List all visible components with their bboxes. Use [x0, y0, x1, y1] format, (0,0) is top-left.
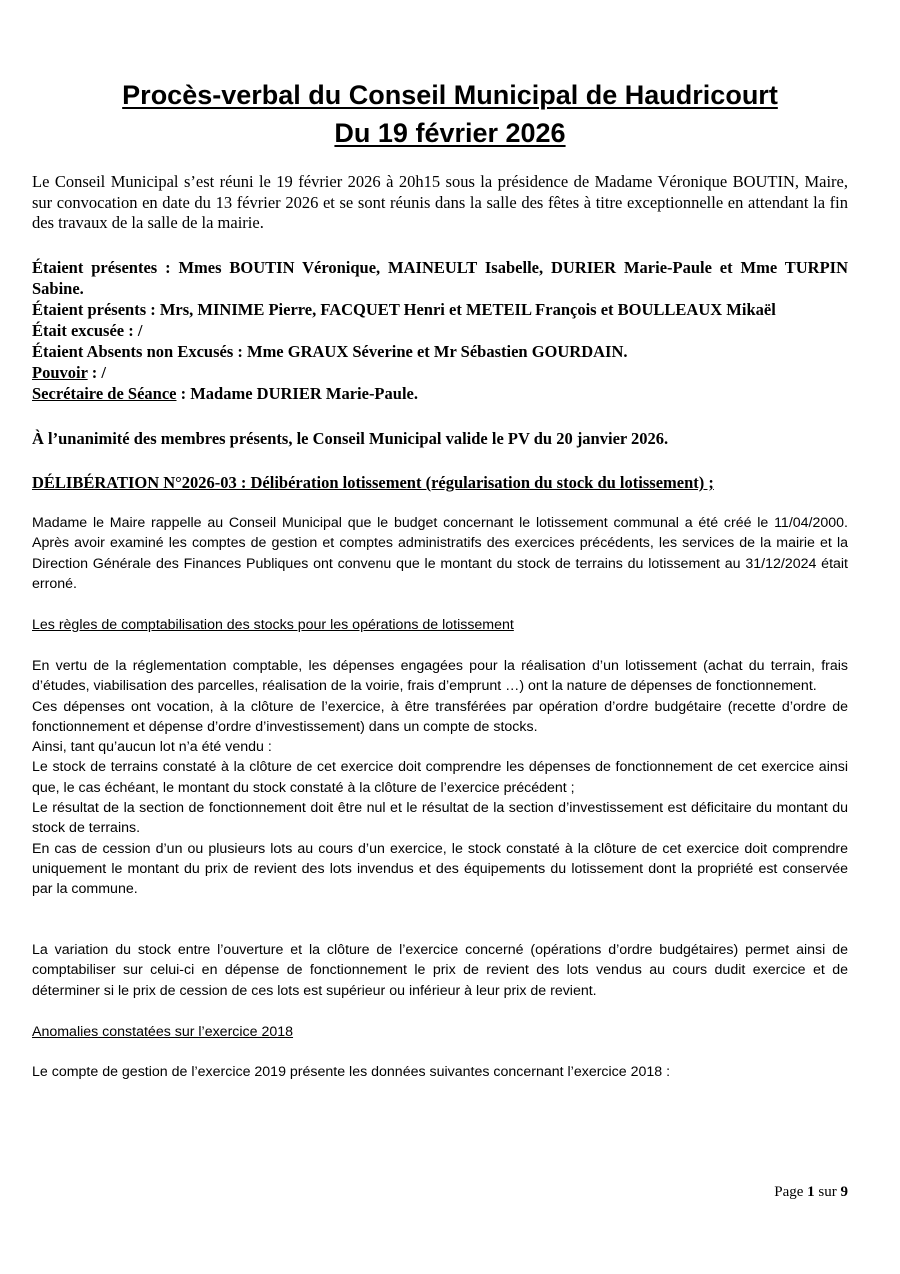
page-current: 1 [807, 1184, 815, 1200]
proxy-value: : / [87, 363, 106, 382]
paragraph-budget: Madame le Maire rappelle au Conseil Municipal que le budget concernant le lotissement communal a été créé le 11/04/2000. Après avoir examiné les comptes de gestion et comptes administratifs des exercices précédents, les services de la mairie et la Direction Générale des Finances Publiques ont convenu que le montant du stock de terrains du lotissement au 31/12/2024 était erroné. [32, 515, 848, 592]
page-total: 9 [840, 1184, 848, 1200]
attendance-present-men: Étaient présents : Mrs, MINIME Pierre, FACQUET Henri et METEIL François et BOULLEAUX Mikaël [32, 300, 776, 319]
stock-variation-paragraph: La variation du stock entre l’ouverture et la clôture de l’exercice concerné (opérations d’ordre budgétaires) permet ainsi de comptabiliser sur celui-ci en dépense de fonctionnement le prix de revient des lots vendus au cours dudit exercice et de déterminer si le prix de cession de ces lots est supérieur ou inférieur à leur prix de revient. [32, 942, 848, 999]
attendance-secretary [32, 383, 848, 404]
approval-statement: À l’unanimité des membres présents, le Conseil Municipal valide le PV du 20 janvier 2026. [32, 429, 669, 448]
page-number [774, 1183, 848, 1201]
attendance-proxy [32, 362, 848, 383]
secretary-value: : Madame DURIER Marie-Paule. [176, 384, 418, 403]
page-prefix: Page [774, 1184, 808, 1200]
rules-line: En vertu de la réglementation comptable, les dépenses engagées pour la réalisation d’un lotissement (achat du terrain, frais d’études, viabilisation des parcelles, réalisation de la voirie, frais d’emprunt …) ont la nature de dépenses de fonctionnement. [32, 658, 848, 695]
proxy-label: Pouvoir [32, 363, 88, 382]
document-title-line-1: Procès-verbal du Conseil Municipal de Haudricourt [122, 80, 778, 110]
page-separator: sur [814, 1184, 841, 1200]
rules-line: En cas de cession d’un ou plusieurs lots au cours d’un exercice, le stock constaté à la clôture de cet exercice doit comprendre uniquement le montant du prix de revient des lots invendus et des équipements du lotissement dont la propriété est conservée par la commune. [32, 840, 848, 898]
attendance-present-women: Étaient présentes : Mmes BOUTIN Véronique, MAINEULT Isabelle, DURIER Marie-Paule et Mme TURPIN Sabine. [32, 258, 848, 298]
secretary-label: Secrétaire de Séance [32, 384, 177, 403]
section-heading-rules: Les règles de comptabilisation des stocks pour les opérations de lotissement [32, 617, 514, 633]
attendance-absent: Étaient Absents non Excusés : Mme GRAUX Séverine et Mr Sébastien GOURDAIN. [32, 342, 628, 361]
document-title-line-2: Du 19 février 2026 [334, 118, 566, 148]
rules-line: Le résultat de la section de fonctionnement doit être nul et le résultat de la section d’investissement est déficitaire du montant du stock de terrains. [32, 800, 848, 837]
intro-paragraph: Le Conseil Municipal s’est réuni le 19 février 2026 à 20h15 sous la présidence de Madame Véronique BOUTIN, Maire, sur convocation en date du 13 février 2026 et se sont réunis dans la salle des fêtes à titre exceptionnelle en attendant la fin des travaux de la salle de la mairie. [32, 172, 848, 232]
anomalies-text: Le compte de gestion de l’exercice 2019 présente les données suivantes concernant l’exercice 2018 : [32, 1064, 671, 1080]
rules-line: Ainsi, tant qu’aucun lot n’a été vendu : [32, 739, 272, 756]
rules-text [32, 656, 848, 900]
section-heading-anomalies: Anomalies constatées sur l’exercice 2018 [32, 1024, 294, 1040]
deliberation-title: DÉLIBÉRATION N°2026-03 : Délibération lotissement (régularisation du stock du lotissement) ; [32, 473, 714, 492]
rules-line: Ces dépenses ont vocation, à la clôture de l’exercice, à être transférées par opération d’ordre budgétaire (recette d’ordre de fonctionnement et dépense d’ordre d’investissement) dans un compte de stocks. [32, 698, 848, 735]
rules-line: Le stock de terrains constaté à la clôture de cet exercice doit comprendre les dépenses de fonctionnement de cet exercice ainsi que, le cas échéant, le montant du stock constaté à la clôture de l’exercice précédent ; [32, 759, 848, 796]
attendance-block [32, 257, 848, 404]
attendance-excused: Était excusée : / [32, 321, 143, 340]
